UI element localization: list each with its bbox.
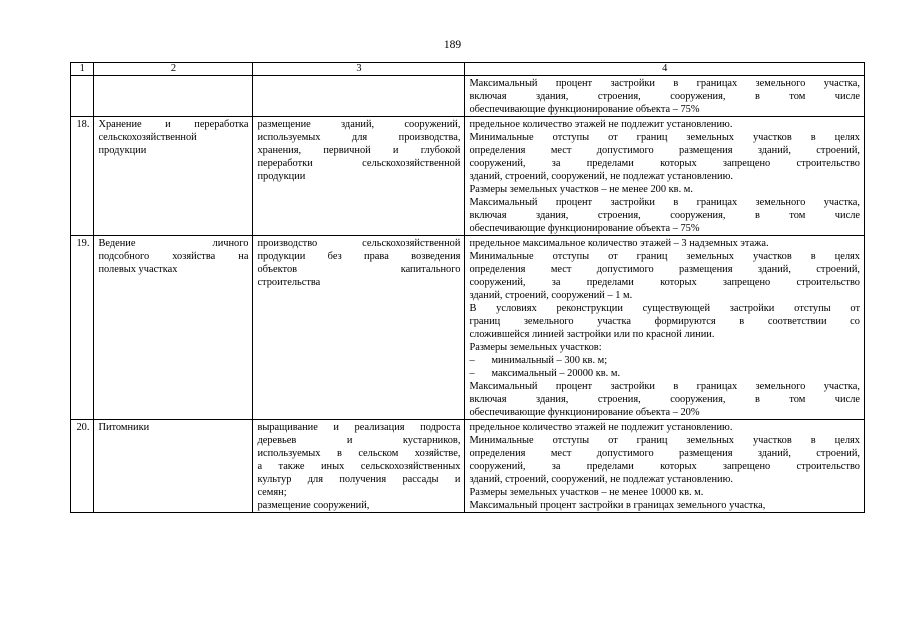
text-line: хранения, первичной и глубокой [257, 145, 461, 156]
parameter-paragraph [469, 183, 860, 196]
permitted-use-name [94, 117, 253, 236]
text-line: Размеры земельных участков: [469, 342, 602, 353]
text-line: сельскохозяйственной [98, 132, 197, 143]
zoning-regulations-table [70, 62, 865, 513]
parameter-paragraph [469, 196, 860, 235]
parameter-paragraph [469, 77, 860, 116]
parameter-paragraph [469, 131, 860, 183]
parameter-paragraph [469, 250, 860, 302]
text-line: обеспечивающие функционирование объекта – 20% [469, 407, 700, 418]
table-row [71, 236, 865, 420]
text-line: зданий, строений, сооружений, не подлежат установлению. [469, 474, 733, 485]
text-line: включая здания, строения, сооружения, в том числе [469, 210, 860, 221]
text-line: обеспечивающие функционирование объекта – 75% [469, 223, 700, 234]
text-line: выращивание и реализация подроста [257, 422, 461, 433]
table-row [71, 420, 865, 513]
text-line: Размеры земельных участков – не менее 200 кв. м. [469, 184, 693, 195]
text-line: сооружений, за пределами которых запрещено строительство [469, 277, 860, 288]
permitted-use-name-text [98, 237, 248, 276]
parameter-paragraph [469, 434, 860, 486]
page-number: 189 [443, 39, 462, 51]
table-row-continuation [71, 76, 865, 117]
row-number: 20. [71, 420, 94, 513]
text-line: обеспечивающие функционирование объекта – 75% [469, 104, 700, 115]
text-line: деревьев и кустарников, [257, 435, 461, 446]
dash-item-text: максимальный – 20000 кв. м. [491, 368, 621, 379]
text-line: сооружений, за пределами которых запрещено строительство [469, 158, 860, 169]
text-line: культур для получения рассады и [257, 474, 461, 485]
text-line: Минимальные отступы от границ земельных участков в целях [469, 132, 860, 143]
text-line: включая здания, строения, сооружения, в том числе [469, 394, 860, 405]
column-number: 4 [465, 63, 865, 76]
text-line: полевых участках [98, 264, 178, 275]
text-line: зданий, строений, сооружений – 1 м. [469, 290, 633, 301]
text-line: определения мест допустимого размещения зданий, строений, [469, 145, 860, 156]
text-line: подсобного хозяйства на [98, 251, 249, 262]
text-line: предельное максимальное количество этажей – 3 надземных этажа. [469, 238, 769, 249]
text-line: продукции без права возведения [257, 251, 461, 262]
column-number: 3 [253, 63, 465, 76]
text-line: семян; [257, 487, 287, 498]
parameter-paragraph [469, 302, 860, 341]
text-line: границ земельного участка формируются в соответствии со [469, 316, 860, 327]
parameter-paragraph [469, 118, 860, 131]
text-line: сооружений, за пределами которых запрещено строительство [469, 461, 860, 472]
parameter-paragraph [469, 341, 860, 354]
text-line: Максимальный процент застройки в границах земельного участка, [469, 381, 860, 392]
text-line: Минимальные отступы от границ земельных участков в целях [469, 435, 860, 446]
permitted-use-name [94, 420, 253, 513]
text-line: объектов капитального [257, 264, 461, 275]
text-line: определения мест допустимого размещения зданий, строений, [469, 264, 860, 275]
parameters-cell [465, 117, 865, 236]
parameter-paragraph [469, 499, 860, 512]
permitted-use-description-text [257, 118, 460, 183]
row-number: 18. [71, 117, 94, 236]
text-line: предельное количество этажей не подлежит установлению. [469, 422, 733, 433]
text-line: Питомники [98, 422, 150, 433]
text-line: строительства [257, 277, 321, 288]
text-line: Ведение личного [98, 238, 249, 249]
column-number-row [71, 63, 865, 76]
parameter-paragraph [469, 380, 860, 419]
parameter-paragraph [469, 486, 860, 499]
text-line: используемых в сельском хозяйстве, [257, 448, 461, 459]
parameter-paragraph [469, 237, 860, 250]
text-line: производство сельскохозяйственной [257, 238, 461, 249]
text-line: В условиях реконструкции существующей застройки отступы от [469, 303, 860, 314]
text-line: размещение зданий, сооружений, [257, 119, 461, 130]
text-line: включая здания, строения, сооружения, в том числе [469, 91, 860, 102]
dash-marker: – [469, 355, 475, 366]
text-line: продукции [257, 171, 306, 182]
parameters-intro [469, 237, 860, 354]
parameters-cell [465, 76, 865, 117]
row-number: 19. [71, 236, 94, 420]
text-line: зданий, строений, сооружений, не подлежат установлению. [469, 171, 733, 182]
text-line: Хранение и переработка [98, 119, 249, 130]
dash-list-item [469, 367, 860, 380]
parameters-cell [465, 236, 865, 420]
parameter-paragraph [469, 421, 860, 434]
parameters-outro [469, 380, 860, 419]
permitted-use-name [94, 236, 253, 420]
permitted-use-description [253, 236, 465, 420]
row-number-cell [71, 76, 94, 117]
text-line: а также иных сельскохозяйственных [257, 461, 461, 472]
dash-marker: – [469, 368, 475, 379]
table-row [71, 117, 865, 236]
permitted-use-name-cell [94, 76, 253, 117]
text-line: Максимальный процент застройки в границах земельного участка, [469, 197, 860, 208]
permitted-use-description-text [257, 421, 460, 512]
permitted-use-description-cell [253, 76, 465, 117]
text-line: предельное количество этажей не подлежит установлению. [469, 119, 733, 130]
parameters-cell [465, 420, 865, 513]
text-line: сложившейся линией застройки или по красной линии. [469, 329, 715, 340]
permitted-use-name-text [98, 421, 248, 434]
column-number: 2 [94, 63, 253, 76]
permitted-use-name-text [98, 118, 248, 157]
permitted-use-description [253, 117, 465, 236]
text-line: переработки сельскохозяйственной [257, 158, 461, 169]
text-line: размещение сооружений, [257, 500, 370, 511]
text-line: Максимальный процент застройки в границах земельного участка, [469, 500, 766, 511]
permitted-use-description [253, 420, 465, 513]
text-line: используемых для производства, [257, 132, 461, 143]
column-number: 1 [71, 63, 94, 76]
text-line: Минимальные отступы от границ земельных участков в целях [469, 251, 860, 262]
text-line: Максимальный процент застройки в границах земельного участка, [469, 78, 860, 89]
text-line: продукции [98, 145, 147, 156]
dash-list-item [469, 354, 860, 367]
dash-item-text: минимальный – 300 кв. м; [491, 355, 608, 366]
text-line: Размеры земельных участков – не менее 10000 кв. м. [469, 487, 704, 498]
permitted-use-description-text [257, 237, 460, 289]
text-line: определения мест допустимого размещения зданий, строений, [469, 448, 860, 459]
